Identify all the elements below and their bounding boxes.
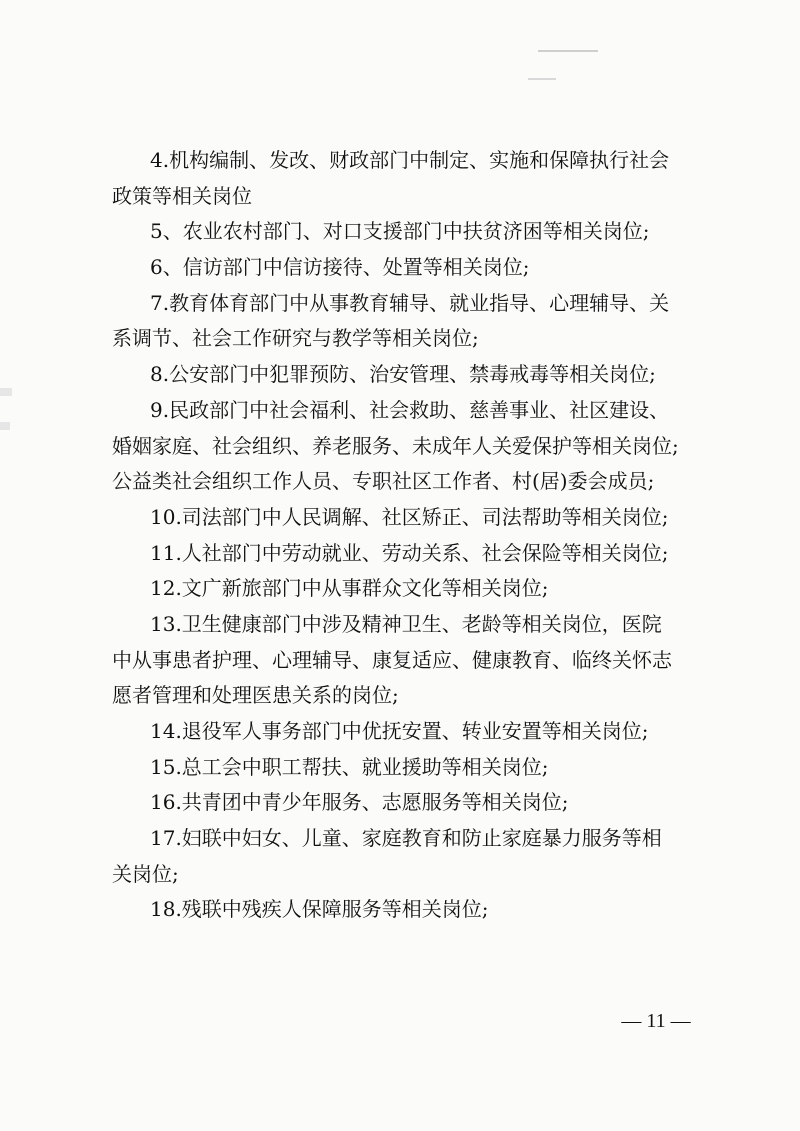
- text-line: 14.退役军人事务部门中优抚安置、转业安置等相关岗位;: [150, 719, 649, 743]
- scan-artifact: [528, 78, 556, 80]
- text-line: 9.民政部门中社会福利、社会救助、慈善事业、社区建设、: [150, 397, 670, 422]
- text-line: 11.人社部门中劳动就业、劳动关系、社会保险等相关岗位;: [150, 540, 669, 565]
- text-line: 8.公安部门中犯罪预防、治安管理、禁毒戒毒等相关岗位;: [150, 362, 656, 387]
- text-line: 愿者管理和处理医患关系的岗位;: [112, 683, 399, 708]
- text-line: 13.卫生健康部门中涉及精神卫生、老龄等相关岗位，医院: [150, 611, 662, 636]
- text-line: 10.司法部门中人民调解、社区矫正、司法帮助等相关岗位;: [150, 504, 669, 529]
- text-line: 中从事患者护理、心理辅导、康复适应、健康教育、临终关怀志: [112, 647, 672, 672]
- scan-artifact: [538, 50, 598, 52]
- text-line: 4.机构编制、发改、财政部门中制定、实施和保障执行社会: [150, 148, 670, 172]
- text-line: 16.共青团中青少年服务、志愿服务等相关岗位;: [150, 790, 569, 815]
- text-line: 系调节、社会工作研究与教学等相关岗位;: [112, 326, 479, 351]
- document-body: [112, 143, 694, 928]
- text-line: 公益类社会组织工作人员、专职社区工作者、村(居)委会成员;: [112, 469, 655, 494]
- text-line: 政策等相关岗位: [112, 183, 252, 208]
- text-line: 12.文广新旅部门中从事群众文化等相关岗位;: [150, 576, 549, 601]
- text-line: 5、农业农村部门、对口支援部门中扶贫济困等相关岗位;: [150, 219, 650, 244]
- text-line: 17.妇联中妇女、儿童、家庭教育和防止家庭暴力服务等相: [150, 826, 662, 851]
- text-line: 婚姻家庭、社会组织、养老服务、未成年人关爱保护等相关岗位;: [112, 433, 679, 458]
- text-line: 关岗位;: [112, 861, 179, 886]
- text-line: 15.总工会中职工帮扶、就业援助等相关岗位;: [150, 754, 549, 779]
- scan-artifact: [0, 422, 10, 430]
- page-number: — 11 —: [621, 1010, 691, 1032]
- scan-artifact: [0, 388, 12, 396]
- text-line: 6、信访部门中信访接待、处置等相关岗位;: [150, 255, 530, 280]
- text-line: 18.残联中残疾人保障服务等相关岗位;: [150, 897, 489, 922]
- text-line: 7.教育体育部门中从事教育辅导、就业指导、心理辅导、关: [150, 290, 670, 315]
